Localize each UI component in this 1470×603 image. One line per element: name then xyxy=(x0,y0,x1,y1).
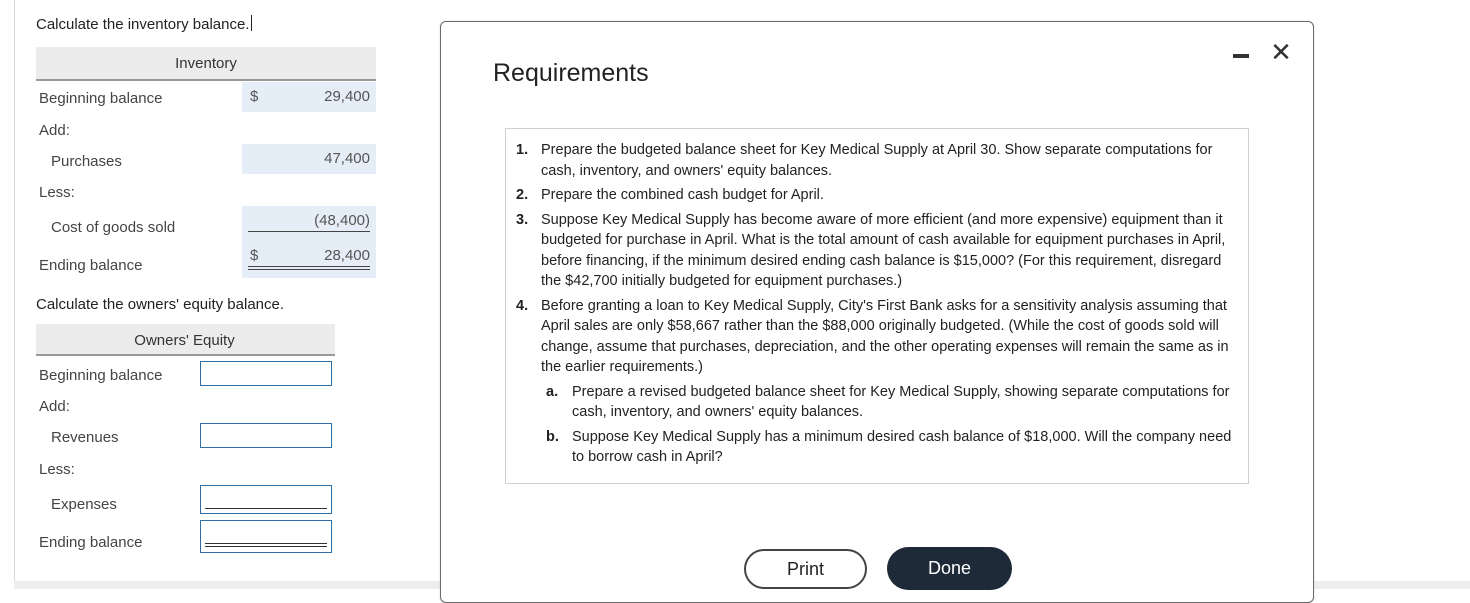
total-double-underline-2 xyxy=(248,269,370,270)
requirement-number: 4. xyxy=(516,297,529,314)
requirement-text: Before granting a loan to Key Medical Supply, City's First Bank asks for a sensitivity analysis assuming that April sales are only $58,667 rather than the $88,000 originally budgeted. (While the cost of goods sold will change, assume that purchases, depreciation, and the other operating expenses will remain the same as in the earlier requirements.) xyxy=(541,297,1229,375)
requirement-text: Prepare the budgeted balance sheet for Key Medical Supply at April 30. Show separate computations for cash, inventory, and owners' equity balances. xyxy=(541,142,1213,179)
close-icon[interactable]: ✕ xyxy=(1270,37,1292,67)
inventory-ending-label: Ending balance xyxy=(39,257,143,274)
requirement-text: Suppose Key Medical Supply has become aware of more efficient (and more expensive) equipment than it budgeted for purchase in April. What is the total amount of cash available for equipment purchases in April, before financing, if the minimum desired ending cash balance is $15,000? (For this requirement, disregard the $42,700 initially budgeted for equipment purchases.) xyxy=(541,211,1226,289)
inventory-cogs-value: (48,400) xyxy=(314,212,370,229)
minimize-icon[interactable] xyxy=(1233,54,1249,58)
inventory-beginning-cell xyxy=(242,82,376,112)
inventory-cogs-ending-cell xyxy=(242,206,376,278)
subtotal-underline xyxy=(205,508,327,509)
requirements-list xyxy=(516,140,1240,472)
inventory-beginning-value: 29,400 xyxy=(324,88,370,105)
inventory-purchases-cell xyxy=(242,144,376,174)
equity-expenses-label: Expenses xyxy=(51,496,117,513)
equity-beginning-label: Beginning balance xyxy=(39,367,163,384)
subtotal-underline xyxy=(248,231,370,232)
requirement-number: 1. xyxy=(516,142,529,158)
sub-requirement-letter: a. xyxy=(546,383,559,400)
inventory-purchases-label: Purchases xyxy=(51,153,122,170)
inventory-cogs-label: Cost of goods sold xyxy=(51,219,176,236)
equity-revenues-label: Revenues xyxy=(51,429,119,446)
inventory-ending-value: 28,400 xyxy=(324,247,370,264)
requirement-item xyxy=(516,296,1240,378)
sub-requirement-item xyxy=(516,427,1240,468)
equity-add-label: Add: xyxy=(39,398,70,415)
equity-ending-label: Ending balance xyxy=(39,534,143,551)
equity-revenues-input[interactable] xyxy=(200,423,332,448)
equity-table-header xyxy=(36,324,335,356)
requirements-dialog xyxy=(440,21,1314,603)
requirements-box xyxy=(505,128,1249,484)
text-cursor xyxy=(251,15,252,31)
equity-table-title: Owners' Equity xyxy=(134,332,235,349)
requirement-item xyxy=(516,210,1240,292)
total-double-underline xyxy=(205,543,327,544)
requirement-number: 3. xyxy=(516,211,529,228)
equity-prompt: Calculate the owners' equity balance. xyxy=(36,296,285,313)
inventory-beginning-label: Beginning balance xyxy=(39,90,163,107)
equity-expenses-input[interactable] xyxy=(200,485,332,514)
sub-requirement-text: Prepare a revised budgeted balance sheet for Key Medical Supply, showing separate computations for cash, inventory, and owners' equity balances. xyxy=(572,383,1230,420)
sub-requirement-text: Suppose Key Medical Supply has a minimum desired cash balance of $18,000. Will the company need to borrow cash in April? xyxy=(572,428,1232,465)
total-double-underline-2 xyxy=(205,546,327,547)
dialog-title: Requirements xyxy=(493,59,649,87)
sub-requirement-letter: b. xyxy=(546,428,559,445)
requirement-item xyxy=(516,140,1240,181)
requirement-number: 2. xyxy=(516,187,529,203)
left-border xyxy=(14,0,15,589)
equity-ending-input[interactable] xyxy=(200,520,332,553)
print-button[interactable]: Print xyxy=(744,549,867,589)
requirement-text: Prepare the combined cash budget for April. xyxy=(541,187,824,203)
inventory-table-header xyxy=(36,47,376,81)
dollar-sign: $ xyxy=(250,247,259,264)
done-button[interactable]: Done xyxy=(887,547,1012,590)
dollar-sign: $ xyxy=(250,88,259,105)
inventory-table-title: Inventory xyxy=(175,55,237,72)
inventory-less-label: Less: xyxy=(39,184,75,201)
inventory-prompt: Calculate the inventory balance. xyxy=(36,15,252,33)
equity-less-label: Less: xyxy=(39,461,75,478)
inventory-add-label: Add: xyxy=(39,122,70,139)
total-double-underline xyxy=(248,266,370,267)
inventory-purchases-value: 47,400 xyxy=(324,150,370,167)
sub-requirement-item xyxy=(516,382,1240,423)
equity-beginning-input[interactable] xyxy=(200,361,332,386)
requirement-item xyxy=(516,185,1240,206)
